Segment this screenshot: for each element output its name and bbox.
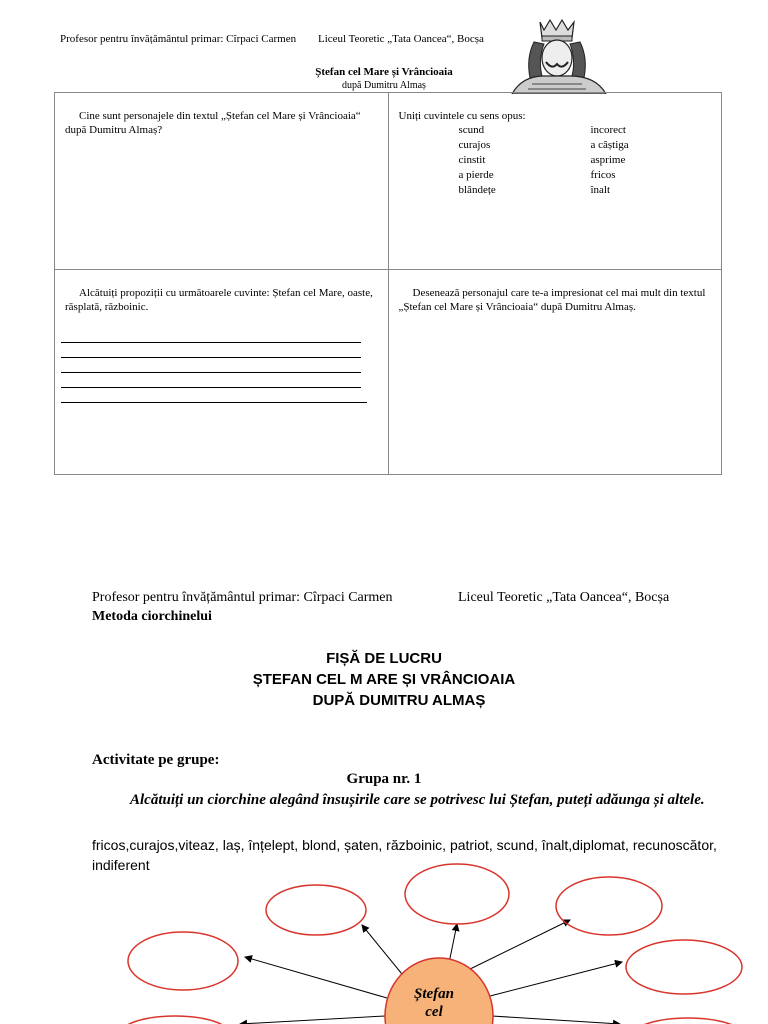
worksheet-heading: FIȘĂ DE LUCRU — [326, 650, 442, 667]
cluster-blank-ellipse[interactable] — [128, 932, 238, 990]
teacher-name: Profesor pentru învățământul primar: Cîrpaci Carmen — [92, 590, 393, 605]
cluster-arrow — [462, 920, 570, 973]
writing-line[interactable] — [61, 387, 361, 388]
cluster-blank-ellipse[interactable] — [632, 1018, 744, 1024]
writing-line[interactable] — [61, 402, 367, 403]
task-opposites-text: Uniți cuvintele cu sens opus: — [398, 110, 526, 122]
opposite-pair — [459, 138, 629, 153]
cluster-arrow — [490, 962, 622, 996]
cluster-arrow — [240, 1016, 385, 1024]
task-grid — [54, 92, 722, 475]
task-cell-characters — [55, 93, 389, 270]
opposite-pair — [459, 168, 629, 183]
task-cell-drawing[interactable] — [388, 270, 722, 475]
worksheet-heading: ȘTEFAN CEL M ARE ȘI VRÂNCIOAIA — [252, 671, 516, 688]
opposite-left-word: curajos — [458, 139, 491, 151]
opposite-left-word: cinstit — [458, 154, 486, 166]
cluster-blank-ellipse[interactable] — [405, 864, 509, 924]
cluster-blank-ellipse[interactable] — [120, 1016, 230, 1024]
word-list: fricos,curajos,viteaz, laș, înțelept, blond, șaten, războinic, patriot, scund, înalt,diplomat, recunoscător, indiferent — [92, 837, 717, 873]
cluster-blank-ellipse[interactable] — [556, 877, 662, 935]
task-drawing-text: Desenează personajul care te-a impresionat cel mai mult din textul „Ștefan cel Mare și Vrâncioaia“ după Dumitru Almaș. — [398, 287, 706, 313]
opposites-list — [459, 123, 629, 198]
school-name: Liceul Teoretic „Tata Oancea“, Bocșa — [318, 33, 484, 45]
opposite-pair — [459, 183, 629, 198]
writing-line[interactable] — [61, 357, 361, 358]
opposite-right-word: fricos — [590, 169, 616, 181]
opposite-left-word: scund — [458, 124, 485, 136]
opposite-left-word: blândețe — [458, 184, 496, 196]
cluster-arrow — [245, 957, 387, 998]
worksheet-heading: DUPĂ DUMITRU ALMAȘ — [312, 692, 486, 709]
task-cell-opposites — [388, 93, 722, 270]
center-label-line1: Ștefan — [413, 986, 455, 1002]
school-name: Liceul Teoretic „Tata Oancea“, Bocșa — [458, 590, 670, 605]
opposite-right-word: asprime — [590, 154, 626, 166]
cluster-blank-ellipse[interactable] — [626, 940, 742, 994]
opposite-left-word: a pierde — [458, 169, 494, 181]
center-label-line2: cel — [425, 1004, 443, 1020]
instruction-text: Alcătuiți un ciorchine alegând însușirile care se potrivesc lui Ștefan, puteți adăunga și altele. — [130, 792, 705, 808]
opposite-pair — [459, 123, 629, 138]
writing-line[interactable] — [61, 372, 361, 373]
task-characters-text: Cine sunt personajele din textul „Ștefan cel Mare și Vrâncioaia“ după Dumitru Almaș? — [65, 110, 361, 136]
writing-line[interactable] — [61, 342, 361, 343]
task-sentences-text: Alcătuiți propoziții cu următoarele cuvinte: Ștefan cel Mare, oaste, răsplată, războinic. — [65, 287, 373, 313]
sheet2-header — [92, 590, 670, 606]
method-title: Metoda ciorchinelui — [92, 609, 212, 624]
teacher-name: Profesor pentru învățământul primar: Cîrpaci Carmen — [60, 33, 297, 45]
task-cell-sentences — [55, 270, 389, 475]
opposite-right-word: incorect — [590, 124, 626, 136]
cluster-blank-ellipse[interactable] — [266, 885, 366, 935]
word-cluster-diagram — [0, 850, 768, 1024]
opposite-right-word: a câștiga — [590, 139, 629, 151]
activity-label: Activitate pe grupe: — [92, 752, 220, 768]
opposite-pair — [459, 153, 629, 168]
group-label: Grupa nr. 1 — [346, 771, 422, 787]
sheet1-header — [60, 33, 484, 45]
worksheet-title: Ștefan cel Mare și Vrâncioaia — [315, 66, 453, 78]
opposite-right-word: înalt — [590, 184, 611, 196]
worksheet-subtitle: după Dumitru Almaș — [342, 80, 426, 91]
cluster-arrow — [492, 1016, 620, 1024]
